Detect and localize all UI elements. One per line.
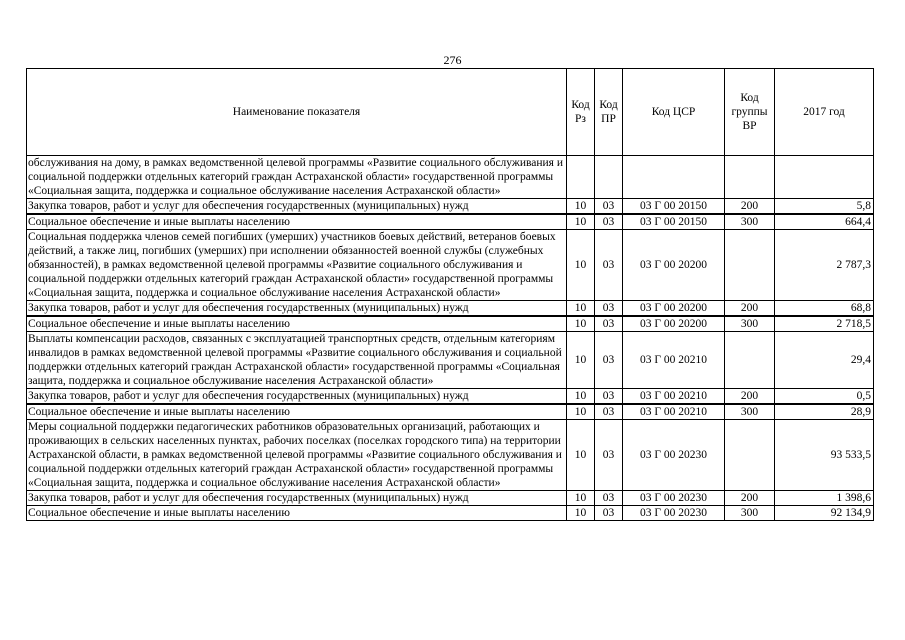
cell-csr: 03 Г 00 20150 [623, 199, 725, 215]
budget-table [26, 68, 874, 521]
cell-amount: 93 533,5 [775, 420, 874, 491]
cell-rz: 10 [567, 491, 595, 506]
cell-pr [595, 156, 623, 199]
cell-rz: 10 [567, 230, 595, 301]
cell-vr: 200 [725, 389, 775, 405]
header-rz: Код Рз [567, 69, 595, 156]
table-row [27, 332, 874, 389]
header-pr: Код ПР [595, 69, 623, 156]
cell-rz: 10 [567, 420, 595, 491]
cell-amount: 92 134,9 [775, 506, 874, 521]
cell-rz: 10 [567, 506, 595, 521]
table-row [27, 420, 874, 491]
table-row [27, 199, 874, 215]
cell-name: Социальное обеспечение и иные выплаты населению [27, 506, 567, 521]
cell-vr [725, 332, 775, 389]
cell-name: Социальное обеспечение и иные выплаты населению [27, 404, 567, 420]
cell-vr: 300 [725, 214, 775, 230]
cell-pr: 03 [595, 332, 623, 389]
cell-amount: 2 787,3 [775, 230, 874, 301]
cell-csr: 03 Г 00 20200 [623, 301, 725, 317]
cell-pr: 03 [595, 301, 623, 317]
header-year: 2017 год [775, 69, 874, 156]
cell-vr [725, 230, 775, 301]
cell-csr: 03 Г 00 20230 [623, 420, 725, 491]
cell-pr: 03 [595, 404, 623, 420]
cell-vr: 200 [725, 491, 775, 506]
cell-pr: 03 [595, 316, 623, 332]
table-row [27, 316, 874, 332]
header-csr: Код ЦСР [623, 69, 725, 156]
cell-csr [623, 156, 725, 199]
cell-amount: 29,4 [775, 332, 874, 389]
cell-name: Закупка товаров, работ и услуг для обеспечения государственных (муниципальных) нужд [27, 301, 567, 317]
table-row [27, 301, 874, 317]
cell-amount: 5,8 [775, 199, 874, 215]
cell-name: обслуживания на дому, в рамках ведомственной целевой программы «Развитие социального обслуживания и социальной поддержки отдельных категорий граждан Астраханской области» государственной программы «Социальная защита, поддержка и социальное обслуживание населения Астраханской области» [27, 156, 567, 199]
cell-name: Закупка товаров, работ и услуг для обеспечения государственных (муниципальных) нужд [27, 491, 567, 506]
table-row [27, 214, 874, 230]
cell-vr: 300 [725, 404, 775, 420]
cell-rz [567, 156, 595, 199]
cell-rz: 10 [567, 301, 595, 317]
cell-pr: 03 [595, 506, 623, 521]
cell-vr [725, 156, 775, 199]
table-row [27, 389, 874, 405]
cell-vr: 300 [725, 506, 775, 521]
table-row [27, 156, 874, 199]
cell-vr: 200 [725, 301, 775, 317]
cell-name: Меры социальной поддержки педагогических работников образовательных организаций, работающих и проживающих в сельских населенных пунктах, рабочих поселках (поселках городского типа) на территории Астраханской области, в рамках ведомственной целевой программы «Развитие социального обслуживания и социальной поддержки отдельных категорий граждан Астраханской области» государственной программы «Социальная защита, поддержка и социальное обслуживание населения Астраханской области» [27, 420, 567, 491]
cell-name: Социальное обеспечение и иные выплаты населению [27, 316, 567, 332]
cell-pr: 03 [595, 491, 623, 506]
cell-rz: 10 [567, 389, 595, 405]
cell-rz: 10 [567, 332, 595, 389]
cell-pr: 03 [595, 199, 623, 215]
header-name: Наименование показателя [27, 69, 567, 156]
cell-pr: 03 [595, 230, 623, 301]
cell-pr: 03 [595, 214, 623, 230]
cell-amount [775, 156, 874, 199]
cell-amount: 664,4 [775, 214, 874, 230]
cell-amount: 1 398,6 [775, 491, 874, 506]
cell-pr: 03 [595, 389, 623, 405]
cell-amount: 28,9 [775, 404, 874, 420]
cell-name: Закупка товаров, работ и услуг для обеспечения государственных (муниципальных) нужд [27, 389, 567, 405]
cell-rz: 10 [567, 199, 595, 215]
table-row [27, 404, 874, 420]
cell-vr [725, 420, 775, 491]
cell-pr: 03 [595, 420, 623, 491]
cell-rz: 10 [567, 214, 595, 230]
cell-csr: 03 Г 00 20150 [623, 214, 725, 230]
table-row [27, 506, 874, 521]
cell-csr: 03 Г 00 20230 [623, 491, 725, 506]
table-body [27, 156, 874, 521]
cell-name: Выплаты компенсации расходов, связанных с эксплуатацией транспортных средств, отдельным категориям инвалидов в рамках ведомственной целевой программы «Развитие социального обслуживания и социальной поддержки отдельных категорий граждан Астраханской области» государственной программы «Социальная защита, поддержка и социальное обслуживание населения Астраханской области» [27, 332, 567, 389]
cell-csr: 03 Г 00 20210 [623, 389, 725, 405]
cell-csr: 03 Г 00 20210 [623, 404, 725, 420]
page-number: 276 [443, 53, 462, 67]
cell-csr: 03 Г 00 20200 [623, 230, 725, 301]
cell-csr: 03 Г 00 20200 [623, 316, 725, 332]
cell-vr: 200 [725, 199, 775, 215]
table-row [27, 230, 874, 301]
cell-name: Закупка товаров, работ и услуг для обеспечения государственных (муниципальных) нужд [27, 199, 567, 215]
cell-amount: 2 718,5 [775, 316, 874, 332]
cell-vr: 300 [725, 316, 775, 332]
cell-amount: 68,8 [775, 301, 874, 317]
cell-name: Социальное обеспечение и иные выплаты населению [27, 214, 567, 230]
table-header [27, 69, 874, 156]
cell-rz: 10 [567, 316, 595, 332]
cell-amount: 0,5 [775, 389, 874, 405]
table-row [27, 491, 874, 506]
cell-rz: 10 [567, 404, 595, 420]
header-vr: Код группы ВР [725, 69, 775, 156]
cell-name: Социальная поддержка членов семей погибших (умерших) участников боевых действий, ветеранов боевых действий, а также лиц, погибших (умерших) при исполнении обязанностей военной службы (служебных обязанностей), в рамках ведомственной целевой программы «Развитие социального обслуживания и социальной поддержки отдельных категорий граждан Астраханской области» государственной программы «Социальная защита, поддержка и социальное обслуживание населения Астраханской области» [27, 230, 567, 301]
cell-csr: 03 Г 00 20210 [623, 332, 725, 389]
cell-csr: 03 Г 00 20230 [623, 506, 725, 521]
